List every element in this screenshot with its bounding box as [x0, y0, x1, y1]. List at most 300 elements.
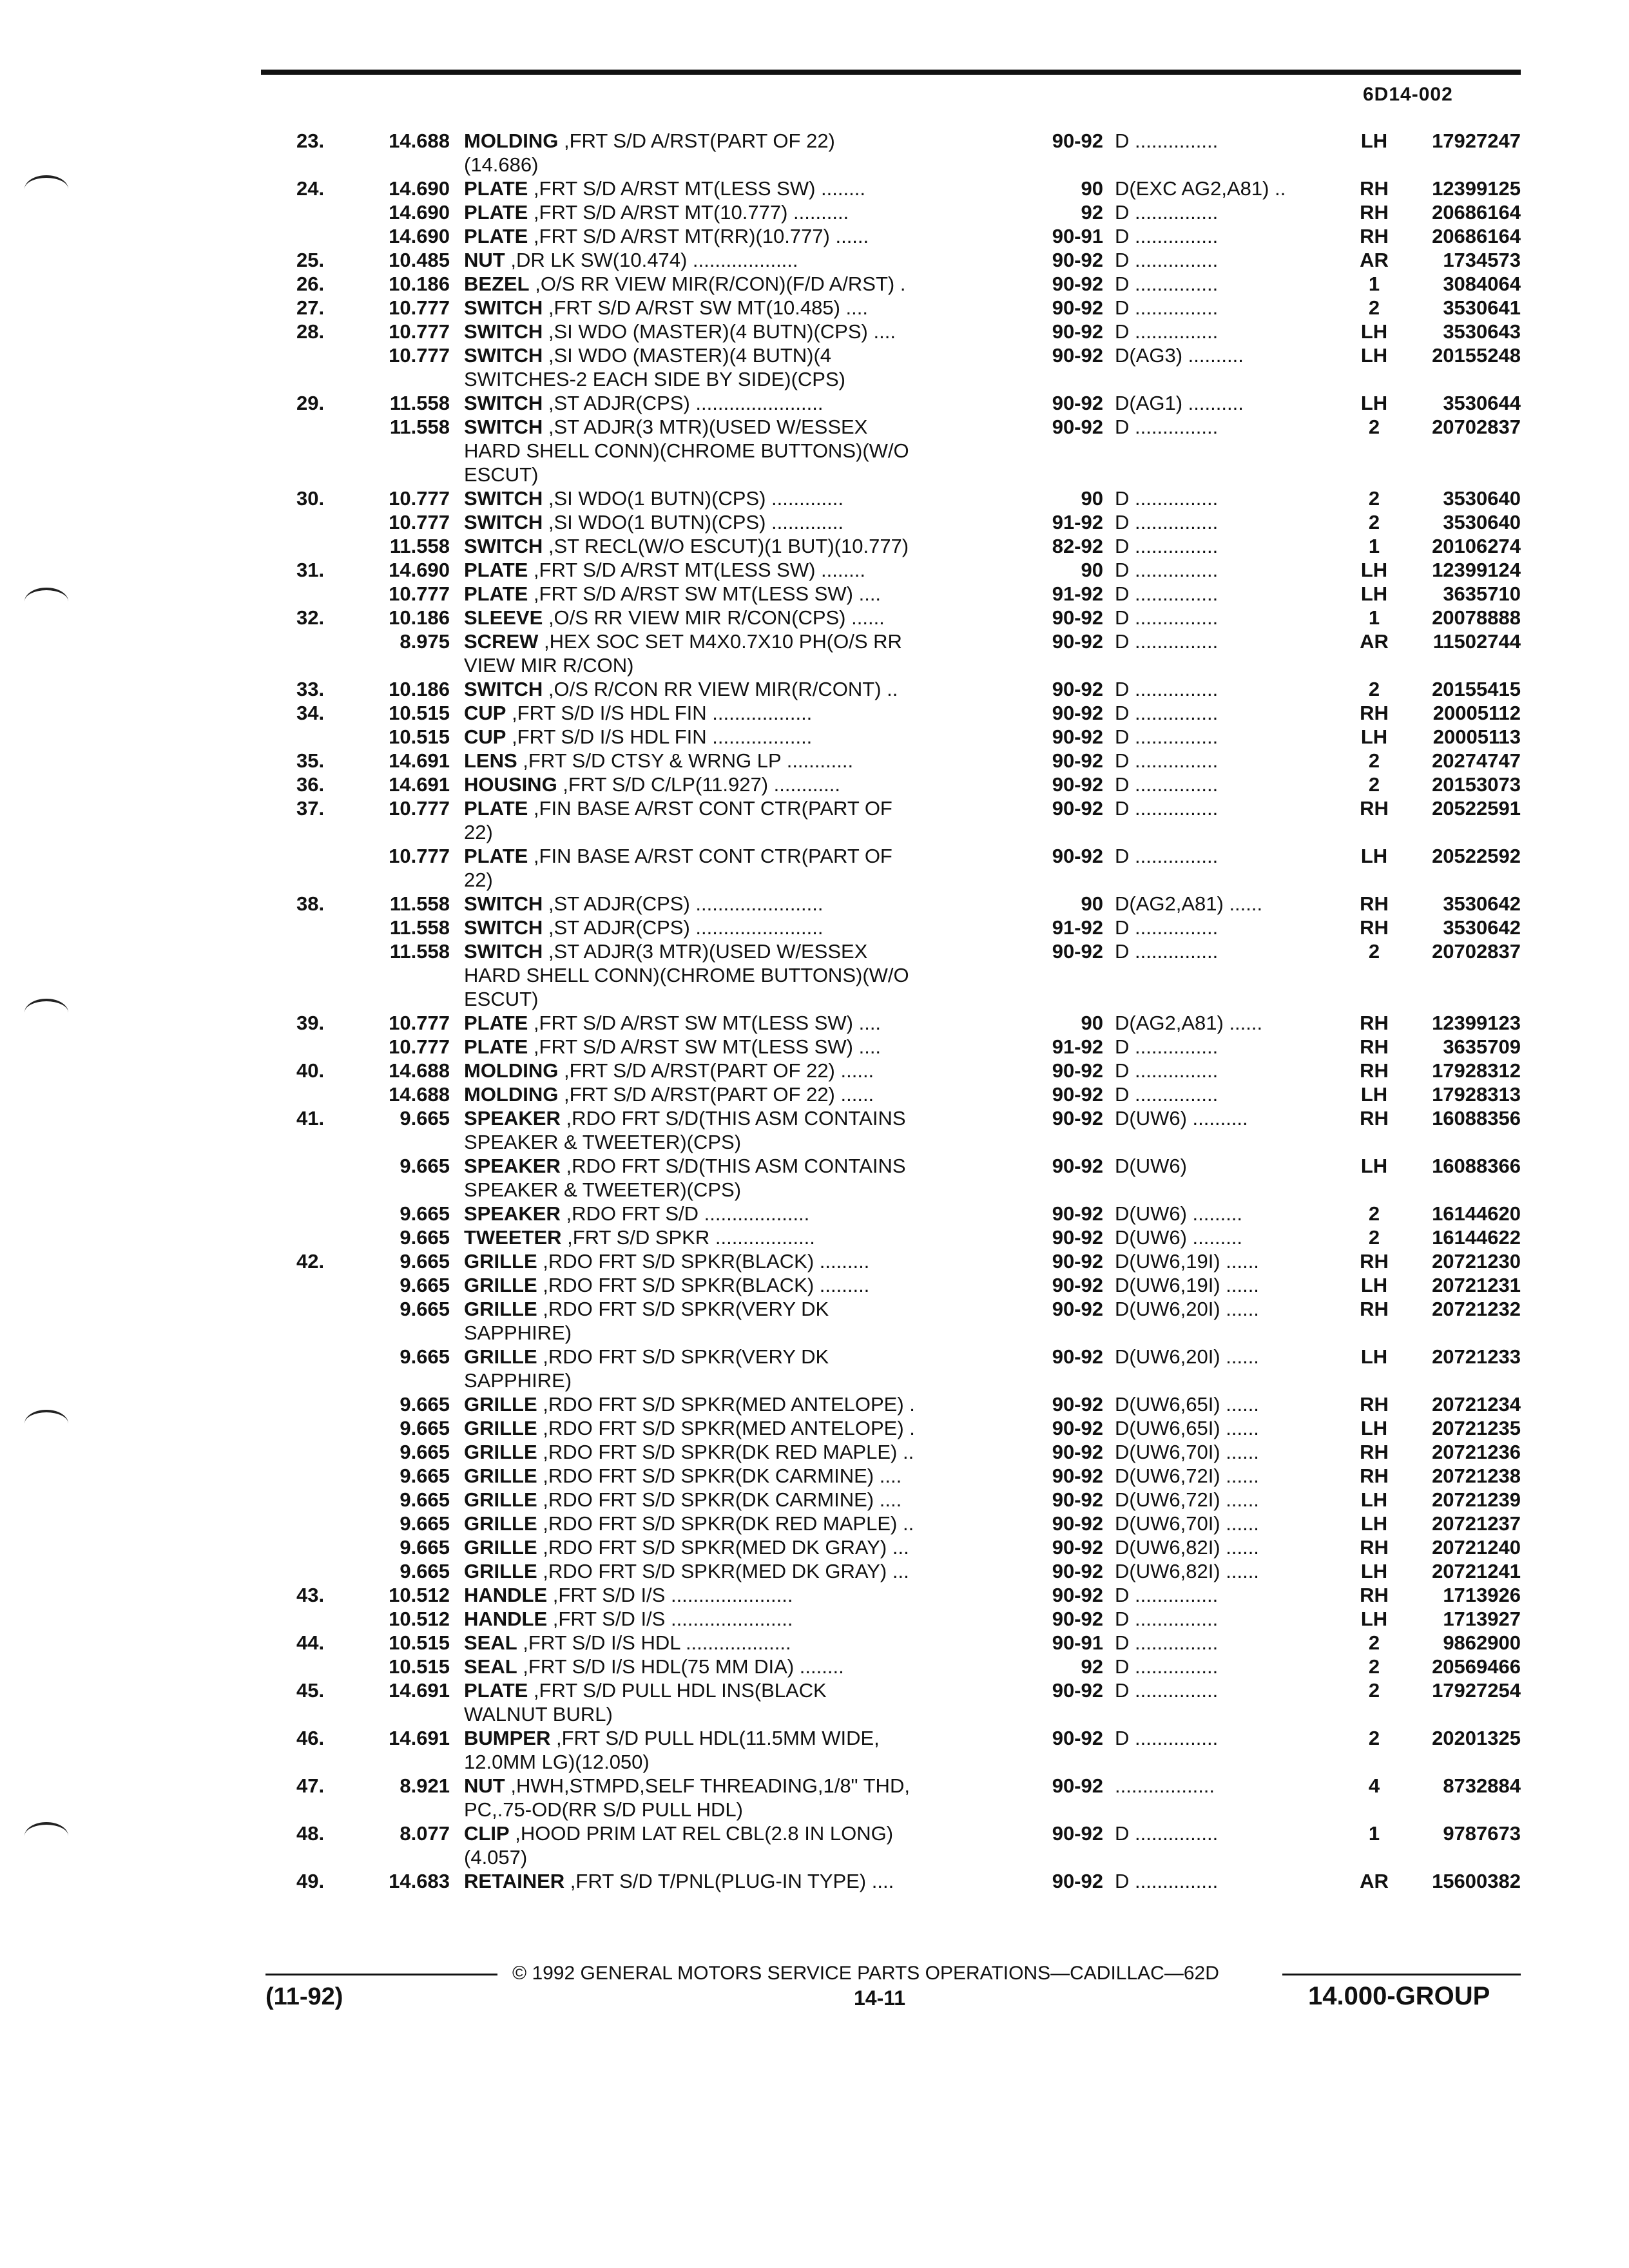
part-description — [464, 1512, 1018, 1535]
part-number: 20721236 — [1432, 1441, 1521, 1463]
ref-number — [296, 1154, 354, 1202]
part-detail: ,SI WDO(1 BUTN)(CPS) ............. — [543, 487, 844, 510]
part-detail: ,RDO FRT S/D SPKR(MED DK GRAY) ... — [537, 1536, 909, 1559]
part-description — [464, 343, 1018, 391]
parts-row — [296, 1821, 1521, 1869]
ref-number — [296, 1535, 354, 1559]
quantity: RH — [1360, 1035, 1389, 1058]
part-description — [464, 677, 1018, 701]
quantity: LH — [1360, 344, 1388, 367]
part-description — [464, 1655, 1018, 1678]
copyright: © 1992 GENERAL MOTORS SERVICE PARTS OPERATIONS—CADILLAC—62D — [512, 1963, 1219, 1984]
parts-row — [296, 1583, 1521, 1607]
part-description — [464, 1440, 1018, 1464]
group-number: 10.186 — [389, 606, 450, 629]
parts-row — [296, 1655, 1521, 1678]
quantity: 4 — [1368, 1774, 1380, 1797]
part-name: GRILLE — [464, 1441, 537, 1463]
parts-row — [296, 1106, 1521, 1154]
model-years: 90-92 — [1052, 1298, 1103, 1320]
quantity: RH — [1360, 1584, 1389, 1606]
model-years: 90-92 — [1052, 702, 1103, 724]
footer-rule — [1282, 1974, 1521, 1975]
parts-row — [296, 1726, 1521, 1774]
part-detail: ,FRT S/D I/S HDL FIN .................. — [506, 726, 813, 748]
ref-number: 42. — [296, 1250, 325, 1273]
model-years: 90-92 — [1052, 1417, 1103, 1439]
part-detail: ,RDO FRT S/D SPKR(VERY DK SAPPHIRE) — [464, 1345, 829, 1392]
model-years: 90-92 — [1052, 1774, 1103, 1797]
ref-number — [296, 1035, 354, 1059]
part-number: 12399123 — [1432, 1012, 1521, 1034]
part-number: 20686164 — [1432, 201, 1521, 224]
part-description — [464, 129, 1018, 177]
group-number: 10.515 — [389, 726, 450, 748]
part-number: 3530642 — [1443, 916, 1521, 939]
parts-row — [296, 1869, 1521, 1893]
part-name: RETAINER — [464, 1870, 565, 1892]
model-years: 92 — [1081, 201, 1103, 224]
parts-row — [296, 701, 1521, 725]
quantity: LH — [1360, 1488, 1388, 1511]
part-description — [464, 558, 1018, 582]
part-detail: ,FRT S/D I/S ...................... — [547, 1584, 793, 1606]
ref-number — [296, 1297, 354, 1345]
model-years: 91-92 — [1052, 1035, 1103, 1058]
part-description — [464, 391, 1018, 415]
part-detail: ,RDO FRT S/D SPKR(MED ANTELOPE) . — [537, 1393, 915, 1416]
model-years: 90-92 — [1052, 606, 1103, 629]
part-number: 3530643 — [1443, 320, 1521, 343]
model-years: 90-92 — [1052, 1584, 1103, 1606]
quantity: RH — [1360, 1393, 1389, 1416]
option-code: D(UW6) ......... — [1115, 1226, 1243, 1249]
part-description — [464, 1082, 1018, 1106]
part-detail: ,FRT S/D I/S ...................... — [547, 1608, 793, 1630]
option-code: D(UW6,72I) ...... — [1115, 1465, 1259, 1487]
quantity: AR — [1360, 1870, 1389, 1892]
quantity: LH — [1360, 1512, 1388, 1535]
option-code: D ............... — [1115, 582, 1219, 605]
ref-number: 38. — [296, 892, 325, 915]
part-name: SPEAKER — [464, 1155, 561, 1177]
option-code: D(UW6) — [1115, 1155, 1187, 1177]
part-number: 16088366 — [1432, 1155, 1521, 1177]
part-detail: ,FRT S/D A/RST(PART OF 22) ...... — [558, 1083, 874, 1106]
ref-number — [296, 629, 354, 677]
model-years: 90 — [1081, 559, 1103, 581]
option-code: D(UW6,70I) ...... — [1115, 1512, 1259, 1535]
part-description — [464, 1488, 1018, 1512]
group-number: 11.558 — [389, 392, 450, 414]
quantity: RH — [1360, 201, 1389, 224]
quantity: RH — [1360, 1250, 1389, 1273]
ref-number: 41. — [296, 1107, 325, 1129]
part-name: SCREW — [464, 630, 539, 653]
part-name: PLATE — [464, 582, 528, 605]
quantity: RH — [1360, 225, 1389, 247]
part-detail: ,FRT S/D PULL HDL(11.5MM WIDE, 12.0MM LG)(12.050) — [464, 1727, 880, 1773]
ref-number — [296, 1345, 354, 1392]
footer-rule — [265, 1974, 497, 1975]
part-name: GRILLE — [464, 1536, 537, 1559]
part-description — [464, 1297, 1018, 1345]
part-description — [464, 296, 1018, 320]
quantity: 2 — [1368, 773, 1380, 796]
part-description — [464, 1821, 1018, 1869]
part-number: 3530644 — [1443, 392, 1521, 414]
part-description — [464, 1154, 1018, 1202]
group-number: 9.665 — [400, 1298, 450, 1320]
part-description — [464, 1607, 1018, 1631]
part-detail: ,FRT S/D A/RST MT(LESS SW) ........ — [528, 177, 865, 200]
option-code: D ............... — [1115, 130, 1219, 152]
model-years: 90-92 — [1052, 1202, 1103, 1225]
model-years: 90-92 — [1052, 1536, 1103, 1559]
parts-row — [296, 677, 1521, 701]
part-number: 17927254 — [1432, 1679, 1521, 1702]
ref-number — [296, 224, 354, 248]
quantity: LH — [1360, 130, 1388, 152]
ref-number: 44. — [296, 1631, 325, 1654]
ref-number — [296, 1655, 354, 1678]
option-code: D(UW6,20I) ...... — [1115, 1345, 1259, 1368]
option-code: D ............... — [1115, 845, 1219, 867]
ref-number — [296, 916, 354, 939]
parts-row — [296, 1082, 1521, 1106]
quantity: 2 — [1368, 296, 1380, 319]
part-description — [464, 248, 1018, 272]
ref-number: 48. — [296, 1822, 325, 1845]
group-number: 11.558 — [389, 916, 450, 939]
parts-row — [296, 415, 1521, 486]
quantity: 1 — [1368, 535, 1380, 557]
group-number: 9.665 — [400, 1536, 450, 1559]
option-code: D ............... — [1115, 201, 1219, 224]
part-name: SWITCH — [464, 535, 543, 557]
model-years: 90 — [1081, 1012, 1103, 1034]
part-description — [464, 796, 1018, 844]
margin-mark — [24, 175, 68, 192]
part-detail: ,SI WDO (MASTER)(4 BUTN)(CPS) .... — [543, 320, 896, 343]
ref-number: 26. — [296, 273, 325, 295]
quantity: LH — [1360, 845, 1388, 867]
part-description — [464, 1416, 1018, 1440]
page-number: 14-11 — [854, 1986, 906, 2010]
part-name: SWITCH — [464, 344, 543, 367]
part-description — [464, 1631, 1018, 1655]
group-number: 9.665 — [400, 1417, 450, 1439]
part-name: GRILLE — [464, 1465, 537, 1487]
part-number: 20721230 — [1432, 1250, 1521, 1273]
group-number: 10.515 — [389, 1655, 450, 1678]
model-years: 90-92 — [1052, 1083, 1103, 1106]
ref-number — [296, 1464, 354, 1488]
model-years: 90-92 — [1052, 1870, 1103, 1892]
model-years: 90-92 — [1052, 678, 1103, 700]
group-number: 8.077 — [400, 1822, 450, 1845]
part-detail: ,FRT S/D I/S HDL FIN .................. — [506, 702, 813, 724]
parts-row — [296, 177, 1521, 200]
part-description — [464, 1106, 1018, 1154]
part-name: GRILLE — [464, 1298, 537, 1320]
group-number: 14.688 — [389, 1083, 450, 1106]
part-name: GRILLE — [464, 1512, 537, 1535]
option-code: D ............... — [1115, 1584, 1219, 1606]
quantity: LH — [1360, 1417, 1388, 1439]
part-detail: ,ST ADJR(CPS) ....................... — [543, 892, 824, 915]
model-years: 90-91 — [1052, 1631, 1103, 1654]
option-code: D ............... — [1115, 1608, 1219, 1630]
part-detail: ,RDO FRT S/D SPKR(DK RED MAPLE) .. — [537, 1512, 914, 1535]
model-years: 90-92 — [1052, 1393, 1103, 1416]
group-number: 14.688 — [389, 130, 450, 152]
part-description — [464, 200, 1018, 224]
parts-row — [296, 1059, 1521, 1082]
part-name: TWEETER — [464, 1226, 562, 1249]
option-code: D ............... — [1115, 1059, 1219, 1082]
ref-number: 32. — [296, 606, 325, 629]
model-years: 91-92 — [1052, 916, 1103, 939]
part-name: PLATE — [464, 1035, 528, 1058]
model-years: 90-92 — [1052, 1441, 1103, 1463]
part-name: PLATE — [464, 225, 528, 247]
part-description — [464, 701, 1018, 725]
group-number: 10.512 — [389, 1584, 450, 1606]
option-code: D ............... — [1115, 1083, 1219, 1106]
part-name: PLATE — [464, 201, 528, 224]
ref-number: 47. — [296, 1774, 325, 1797]
part-number: 20721232 — [1432, 1298, 1521, 1320]
parts-row — [296, 129, 1521, 177]
part-name: SEAL — [464, 1631, 517, 1654]
parts-row — [296, 1392, 1521, 1416]
model-years: 90-92 — [1052, 273, 1103, 295]
part-number: 3530640 — [1443, 511, 1521, 533]
option-code: D ............... — [1115, 416, 1219, 438]
option-code: D ............... — [1115, 1631, 1219, 1654]
ref-number — [296, 343, 354, 391]
model-years: 90-92 — [1052, 1250, 1103, 1273]
part-name: PLATE — [464, 559, 528, 581]
quantity: AR — [1360, 630, 1389, 653]
part-number: 20522591 — [1432, 797, 1521, 820]
part-name: SWITCH — [464, 892, 543, 915]
ref-number — [296, 1416, 354, 1440]
part-name: SWITCH — [464, 320, 543, 343]
part-number: 8732884 — [1443, 1774, 1521, 1797]
model-years: 90-92 — [1052, 1274, 1103, 1296]
group-number: 10.485 — [389, 249, 450, 271]
model-years: 90-92 — [1052, 1345, 1103, 1368]
part-name: GRILLE — [464, 1345, 537, 1368]
option-code: D(UW6,70I) ...... — [1115, 1441, 1259, 1463]
option-code: D ............... — [1115, 1035, 1219, 1058]
part-name: MOLDING — [464, 130, 559, 152]
ref-number — [296, 1559, 354, 1583]
parts-row — [296, 844, 1521, 892]
group-number: 11.558 — [389, 416, 450, 438]
part-number: 1713927 — [1443, 1608, 1521, 1630]
group-number: 9.665 — [400, 1250, 450, 1273]
part-number: 20721238 — [1432, 1465, 1521, 1487]
option-code: D(AG1) .......... — [1115, 392, 1244, 414]
part-number: 20005112 — [1432, 702, 1521, 724]
option-code: D ............... — [1115, 1870, 1219, 1892]
part-detail: ,RDO FRT S/D SPKR(MED ANTELOPE) . — [537, 1417, 915, 1439]
part-detail: ,HWH,STMPD,SELF THREADING,1/8" THD, PC,.75-OD(RR S/D PULL HDL) — [464, 1774, 910, 1821]
quantity: RH — [1360, 916, 1389, 939]
group-number: 10.186 — [389, 273, 450, 295]
group-number: 9.665 — [400, 1393, 450, 1416]
part-number: 20153073 — [1432, 773, 1521, 796]
parts-row — [296, 1440, 1521, 1464]
parts-row — [296, 486, 1521, 510]
part-description — [464, 1869, 1018, 1893]
model-years: 91-92 — [1052, 511, 1103, 533]
ref-number: 45. — [296, 1679, 325, 1702]
parts-row — [296, 1273, 1521, 1297]
part-detail: ,FRT S/D A/RST MT(LESS SW) ........ — [528, 559, 865, 581]
quantity: 2 — [1368, 1226, 1380, 1249]
model-years: 90-92 — [1052, 1465, 1103, 1487]
model-years: 90-92 — [1052, 296, 1103, 319]
ref-number: 49. — [296, 1870, 325, 1892]
parts-row — [296, 1154, 1521, 1202]
model-years: 90-92 — [1052, 392, 1103, 414]
part-number: 20721237 — [1432, 1512, 1521, 1535]
model-years: 90 — [1081, 892, 1103, 915]
quantity: LH — [1360, 1083, 1388, 1106]
part-name: GRILLE — [464, 1393, 537, 1416]
ref-number: 36. — [296, 773, 325, 796]
part-description — [464, 892, 1018, 916]
group-number: 9.665 — [400, 1512, 450, 1535]
part-detail: ,HEX SOC SET M4X0.7X10 PH(O/S RR VIEW MIR R/CON) — [464, 630, 902, 677]
option-code: D ............... — [1115, 511, 1219, 533]
quantity: LH — [1360, 582, 1388, 605]
parts-row — [296, 296, 1521, 320]
model-years: 90-92 — [1052, 1155, 1103, 1177]
part-detail: ,FRT S/D A/RST SW MT(LESS SW) .... — [528, 582, 882, 605]
ref-number: 33. — [296, 678, 325, 700]
option-code: D ............... — [1115, 606, 1219, 629]
option-code: D ............... — [1115, 773, 1219, 796]
option-code: D ............... — [1115, 702, 1219, 724]
part-description — [464, 224, 1018, 248]
quantity: RH — [1360, 1536, 1389, 1559]
part-detail: ,RDO FRT S/D ................... — [560, 1202, 810, 1225]
part-number: 3530642 — [1443, 892, 1521, 915]
part-number: 20274747 — [1432, 749, 1521, 772]
model-years: 90-92 — [1052, 1608, 1103, 1630]
group-number: 14.691 — [389, 1727, 450, 1749]
quantity: LH — [1360, 1608, 1388, 1630]
quantity: RH — [1360, 702, 1389, 724]
model-years: 90-92 — [1052, 130, 1103, 152]
quantity: RH — [1360, 892, 1389, 915]
part-description — [464, 1678, 1018, 1726]
top-rule — [261, 70, 1521, 75]
ref-number: 25. — [296, 249, 325, 271]
quantity: 2 — [1368, 511, 1380, 533]
quantity: 2 — [1368, 749, 1380, 772]
model-years: 90-92 — [1052, 1226, 1103, 1249]
group-number: 10.777 — [389, 296, 450, 319]
part-detail: ,RDO FRT S/D SPKR(BLACK) ......... — [537, 1250, 870, 1273]
quantity: 1 — [1368, 606, 1380, 629]
part-detail: ,DR LK SW(10.474) ................... — [505, 249, 798, 271]
part-description — [464, 629, 1018, 677]
parts-row — [296, 1512, 1521, 1535]
group-number: 10.512 — [389, 1608, 450, 1630]
part-name: SWITCH — [464, 916, 543, 939]
part-number: 3530641 — [1443, 296, 1521, 319]
quantity: 2 — [1368, 487, 1380, 510]
part-name: CLIP — [464, 1822, 510, 1845]
margin-mark — [24, 999, 68, 1015]
part-name: SWITCH — [464, 296, 543, 319]
option-code: D(UW6,65I) ...... — [1115, 1393, 1259, 1416]
quantity: LH — [1360, 1155, 1388, 1177]
ref-number — [296, 939, 354, 1011]
model-years: 90-92 — [1052, 1560, 1103, 1582]
part-name: GRILLE — [464, 1250, 537, 1273]
model-years: 90 — [1081, 487, 1103, 510]
option-code: D ............... — [1115, 749, 1219, 772]
ref-number: 39. — [296, 1012, 325, 1034]
option-code: D(AG2,A81) ...... — [1115, 892, 1263, 915]
option-code: D ............... — [1115, 1822, 1219, 1845]
part-detail: ,FRT S/D A/RST(PART OF 22) (14.686) — [464, 130, 835, 176]
quantity: RH — [1360, 1012, 1389, 1034]
revision-date: (11-92) — [265, 1983, 343, 2010]
parts-row — [296, 510, 1521, 534]
part-description — [464, 1559, 1018, 1583]
option-code: D(UW6,19I) ...... — [1115, 1274, 1259, 1296]
group-number: 10.777 — [389, 797, 450, 820]
quantity: 2 — [1368, 1727, 1380, 1749]
part-detail: ,RDO FRT S/D SPKR(BLACK) ......... — [537, 1274, 870, 1296]
part-number: 17927247 — [1432, 130, 1521, 152]
part-description — [464, 773, 1018, 796]
parts-row — [296, 939, 1521, 1011]
margin-mark — [24, 588, 68, 604]
group-number: 14.691 — [389, 1679, 450, 1702]
group-number: 9.665 — [400, 1560, 450, 1582]
group-number: 14.690 — [389, 225, 450, 247]
quantity: 2 — [1368, 1202, 1380, 1225]
part-detail: ,FRT S/D SPKR .................. — [561, 1226, 815, 1249]
parts-row — [296, 749, 1521, 773]
part-name: SEAL — [464, 1655, 517, 1678]
quantity: 2 — [1368, 416, 1380, 438]
part-description — [464, 177, 1018, 200]
part-name: CUP — [464, 726, 506, 748]
ref-number: 23. — [296, 130, 325, 152]
part-detail: ,O/S R/CON RR VIEW MIR(R/CONT) .. — [543, 678, 898, 700]
option-code: D ............... — [1115, 678, 1219, 700]
option-code: D(UW6,82I) ...... — [1115, 1560, 1259, 1582]
part-number: 16144622 — [1432, 1226, 1521, 1249]
parts-row — [296, 1488, 1521, 1512]
part-detail: ,FRT S/D A/RST SW MT(LESS SW) .... — [528, 1012, 882, 1034]
parts-row — [296, 1225, 1521, 1249]
group-title: 14.000-GROUP — [1308, 1982, 1490, 2010]
part-number: 20522592 — [1432, 845, 1521, 867]
parts-row — [296, 629, 1521, 677]
quantity: 1 — [1368, 1822, 1380, 1845]
